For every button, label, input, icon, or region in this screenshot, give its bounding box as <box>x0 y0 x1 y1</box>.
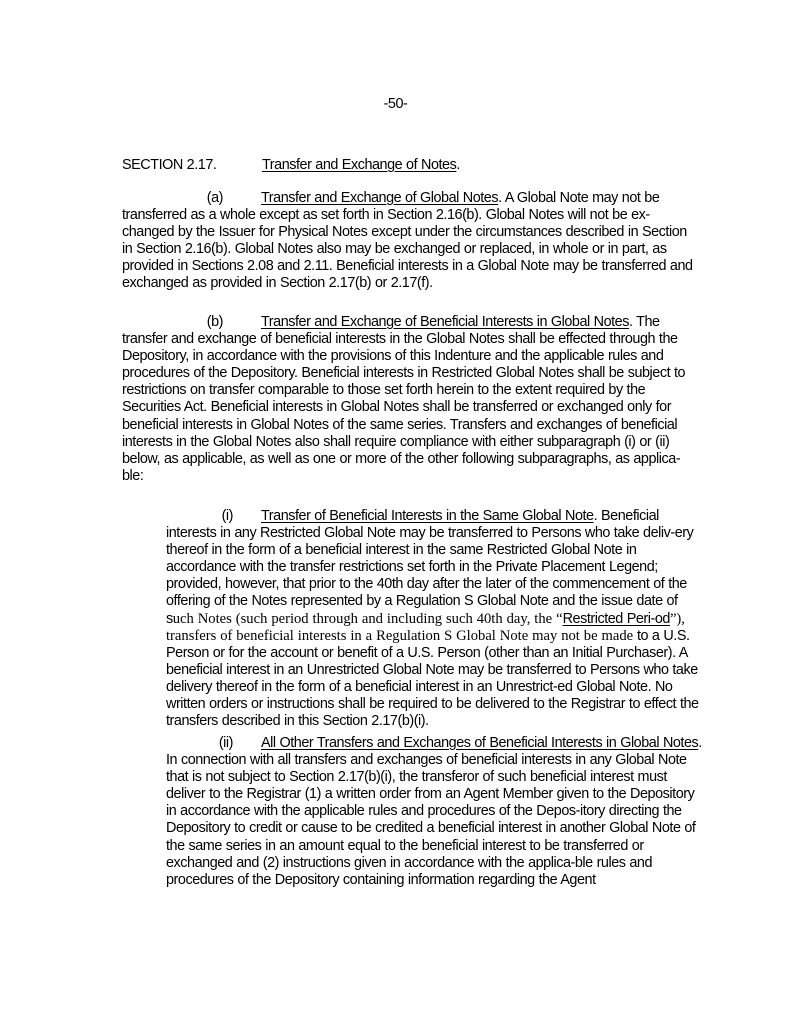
page-number: -50- <box>383 96 408 112</box>
paragraph-a-title: Transfer and Exchange of Global Notes <box>261 190 499 206</box>
subparagraph-i <box>166 508 706 730</box>
subparagraph-i-label: (i) <box>221 508 233 524</box>
paragraph-b <box>122 314 694 485</box>
subparagraph-ii-text: . In connection with all transfers and exchanges of beneficial interests in any Global Note that is not subject to Section 2.17(b)(i), the transferor of such beneficial interest must deliver to the Registrar (1) a written order from an Agent Member given to the Depository in accordance with the applicable rules and procedures of the Depos-itory directing the Depository to credit or cause to be credited a beneficial interest in another Global Note of the same series in an amount equal to the beneficial interest to be transferred or exchanged and (2) instructions given in accordance with the applica-ble rules and procedures of the Depository containing information regarding the Agent <box>166 735 702 888</box>
paragraph-b-text: . The transfer and exchange of beneficial interests in the Global Notes shall be effected through the Depository, in accordance with the provisions of this Indenture and the applicable rules and procedures of the Depository. Beneficial interests in Restricted Global Notes shall be subject to restrictions on transfer comparable to those set forth herein to the extent required by the Securities Act. Beneficial interests in Global Notes shall be transferred or exchanged only for beneficial interests in Global Notes of the same series. Transfers and exchanges of beneficial interests in the Global Notes also shall require compliance with either subparagraph (i) or (ii) below, as applicable, as well as one or more of the other following subparagraphs, as applica-ble: <box>122 314 686 484</box>
paragraph-a <box>122 190 694 293</box>
subparagraph-i-text-2: to a U.S. Person or for the account or benefit of a U.S. Person (other than an Initial Purchaser). A beneficial interest in an Unrestricted Global Note may be transferred to Persons who take delivery thereof in the form of a beneficial interest in an Unrestrict-ed Global Note. No written orders or instructions shall be required to be delivered to the Registrar to effect the transfers described in this Section 2.17(b)(i). <box>166 627 699 730</box>
subparagraph-i-text-1: . Beneficial interests in any Restricted Global Note may be transferred to Persons who take deliv-ery thereof in the form of a beneficial interest in the same Restricted Global Note in accordance with the transfer restrictions set forth in the Private Placement Legend; provided, however, that prior to the 40th day after the later of the commencement of the offering of the Notes represented by a Regulation S Global Note and the issue date of s <box>166 508 694 627</box>
subparagraph-ii <box>166 735 706 889</box>
defined-term-restricted-period: Restricted Peri-od <box>562 610 670 627</box>
subparagraph-ii-label: (ii) <box>218 735 233 751</box>
section-number: SECTION 2.17. <box>122 157 217 173</box>
subparagraph-i-text-serif-2: ”), transfers of beneficial interests in a Regulation S Global Note may not be made <box>166 610 685 644</box>
section-heading <box>122 157 460 174</box>
paragraph-a-label: (a) <box>206 190 223 206</box>
subparagraph-i-text-serif-1: uch Notes (such period through and including such 40th day, the “ <box>172 610 563 627</box>
paragraph-b-title: Transfer and Exchange of Beneficial Interests in Global Notes <box>261 314 629 330</box>
subparagraph-ii-title: All Other Transfers and Exchanges of Beneficial Interests in Global Notes <box>261 735 699 751</box>
section-title: Transfer and Exchange of Notes <box>262 157 457 173</box>
section-title-period: . <box>456 157 460 173</box>
paragraph-a-text: . A Global Note may not be transferred as a whole except as set forth in Section 2.16(b). Global Notes will not be ex-changed by the Issuer for Physical Notes except under the circumstances described in Section in Section 2.16(b). Global Notes also may be exchanged or replaced, in whole or in part, as provided in Sections 2.08 and 2.11. Beneficial interests in a Global Note may be transferred and exchanged as provided in Section 2.17(b) or 2.17(f). <box>122 190 693 292</box>
paragraph-b-label: (b) <box>206 314 223 330</box>
subparagraph-i-title: Transfer of Beneficial Interests in the Same Global Note <box>261 508 594 524</box>
